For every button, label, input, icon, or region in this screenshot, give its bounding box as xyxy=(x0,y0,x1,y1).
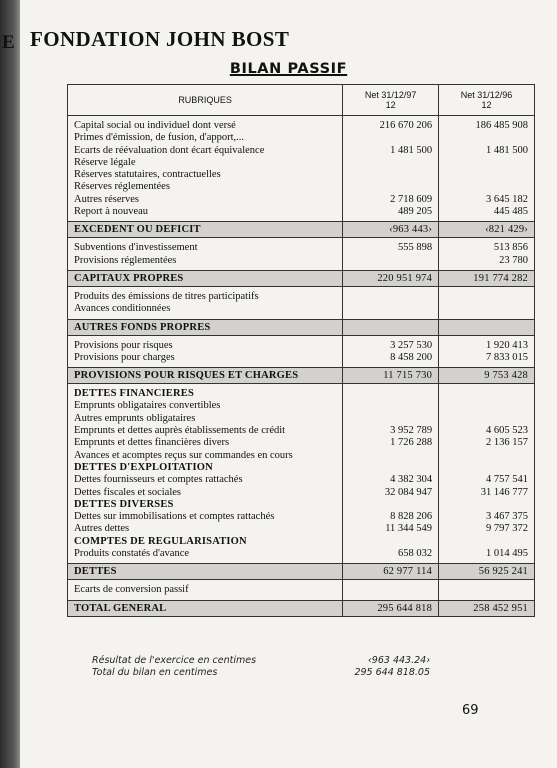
document-page xyxy=(20,0,557,768)
line-item-value-1997 xyxy=(349,132,432,144)
line-item-value-1996 xyxy=(445,132,528,144)
line-labels-column xyxy=(68,384,343,564)
line-item-value-1996: 1 014 495 xyxy=(486,548,528,560)
line-item-label: Emprunts et dettes financières divers xyxy=(74,437,230,449)
section-total-row xyxy=(68,564,535,580)
line-item-label: COMPTES DE REGULARISATION xyxy=(74,535,247,547)
line-values-1997-column xyxy=(343,384,439,564)
section-total-value-1997 xyxy=(343,319,439,335)
line-group-row xyxy=(68,384,535,564)
table-header-row xyxy=(68,85,535,116)
line-values-1997-column xyxy=(343,286,439,319)
left-margin-text: E xyxy=(2,32,15,53)
section-total-label: PROVISIONS POUR RISQUES ET CHARGES xyxy=(68,368,343,384)
line-item-label: Dettes fournisseurs et comptes rattachés xyxy=(74,474,243,486)
line-values-1997-column xyxy=(343,238,439,271)
line-item-value-1996 xyxy=(445,499,528,511)
balance-sheet-table xyxy=(67,84,535,617)
line-item-value-1997: 3 257 530 xyxy=(390,339,433,351)
line-item-value-1996 xyxy=(445,536,528,548)
line-item-label: Autres dettes xyxy=(74,523,130,535)
line-item-value-1996 xyxy=(445,400,528,412)
header-rubriques: RUBRIQUES xyxy=(68,85,343,116)
line-item-label: Provisions pour charges xyxy=(74,351,175,363)
line-item-value-1996: 513 856 xyxy=(493,242,528,254)
footnote-total-label: Total du bilan en centimes xyxy=(92,667,218,678)
line-group-row xyxy=(68,238,535,271)
line-item-value-1996: 3 467 375 xyxy=(486,511,528,523)
line-item-value-1996: 23 780 xyxy=(499,254,528,266)
section-total-value-1996: 9 753 428 xyxy=(439,368,535,384)
section-total-value-1996: ‹821 429› xyxy=(439,222,535,238)
section-total-value-1997: ‹963 443› xyxy=(343,222,439,238)
line-item-label: Dettes fiscales et sociales xyxy=(74,486,181,498)
line-labels-column xyxy=(68,335,343,368)
line-item-value-1997 xyxy=(349,388,432,400)
line-item-label: Réserve légale xyxy=(74,156,136,168)
line-item-value-1997 xyxy=(349,303,432,315)
line-item-value-1996: 3 645 182 xyxy=(486,193,528,205)
line-values-1996-column xyxy=(439,580,535,600)
line-item-label: Capital social ou individuel dont versé xyxy=(74,120,236,131)
line-item-value-1997: 32 084 947 xyxy=(384,486,433,498)
line-values-1997-column xyxy=(343,580,439,600)
line-item-value-1996 xyxy=(445,388,528,400)
line-item-label: Dettes sur immobilisations et comptes rattachés xyxy=(74,511,275,523)
section-total-value-1996: 191 774 282 xyxy=(439,270,535,286)
section-total-row xyxy=(68,600,535,616)
section-total-row xyxy=(68,222,535,238)
line-labels-column xyxy=(68,580,343,600)
line-item-value-1997 xyxy=(349,400,432,412)
line-item-value-1996 xyxy=(445,181,528,193)
line-item-label: Autres réserves xyxy=(74,193,140,205)
section-total-row xyxy=(68,368,535,384)
line-item-value-1996 xyxy=(445,291,528,303)
section-total-value-1997: 62 977 114 xyxy=(343,564,439,580)
line-group-row xyxy=(68,116,535,222)
line-item-value-1996 xyxy=(445,169,528,181)
line-item-value-1996: 9 797 372 xyxy=(486,523,528,535)
line-item-value-1996: 1 481 500 xyxy=(486,144,528,156)
section-total-label: EXCEDENT OU DEFICIT xyxy=(68,222,343,238)
line-item-label: Avances et acomptes reçus sur commandes en cours xyxy=(74,449,293,461)
line-item-value-1997: 1 726 288 xyxy=(390,437,433,449)
line-item-label: Primes d'émission, de fusion, d'apport,... xyxy=(74,132,245,144)
line-item-value-1997: 2 718 609 xyxy=(390,193,433,205)
line-group-row xyxy=(68,286,535,319)
line-labels-column xyxy=(68,286,343,319)
line-item-value-1997 xyxy=(349,169,432,181)
line-item-label: DETTES D'EXPLOITATION xyxy=(74,461,213,473)
line-item-label: Produits constatés d'avance xyxy=(74,548,190,560)
line-item-label: Réserves réglementées xyxy=(74,181,170,193)
page-subtitle xyxy=(20,61,557,77)
footnote-result-label: Résultat de l'exercice en centimes xyxy=(92,655,257,666)
line-item-value-1997 xyxy=(349,462,432,474)
section-total-label: AUTRES FONDS PROPRES xyxy=(68,319,343,335)
section-total-value-1997: 11 715 730 xyxy=(343,368,439,384)
line-group-row xyxy=(68,580,535,600)
header-net-1997 xyxy=(343,85,439,116)
line-item-value-1996 xyxy=(445,584,528,596)
line-item-value-1997: 11 344 549 xyxy=(385,523,433,535)
line-item-value-1996 xyxy=(445,303,528,315)
line-item-value-1997: 555 898 xyxy=(397,242,433,254)
line-item-value-1996: 7 833 015 xyxy=(486,351,528,363)
line-values-1996-column xyxy=(439,238,535,271)
line-item-value-1997: 4 382 304 xyxy=(390,474,433,486)
line-item-value-1997: 3 952 789 xyxy=(390,425,433,437)
line-values-1997-column xyxy=(343,116,439,222)
line-item-label: Subventions d'investissement xyxy=(74,242,198,254)
line-item-value-1997: 216 670 206 xyxy=(379,120,433,131)
line-group-row xyxy=(68,335,535,368)
line-item-value-1996: 4 605 523 xyxy=(486,425,528,437)
header-net-1996-text: Net 31/12/96 12 xyxy=(460,90,513,110)
book-spine xyxy=(0,0,20,768)
line-item-value-1997 xyxy=(349,255,432,267)
line-values-1996-column xyxy=(439,384,535,564)
header-net-1996 xyxy=(439,85,535,116)
line-item-value-1996 xyxy=(445,450,528,462)
line-item-value-1997: 1 481 500 xyxy=(390,144,433,156)
section-total-value-1996: 258 452 951 xyxy=(439,600,535,616)
line-item-value-1997 xyxy=(349,413,432,425)
line-item-value-1996: 31 146 777 xyxy=(480,486,528,498)
line-item-value-1996: 1 920 413 xyxy=(486,339,528,351)
line-item-label: DETTES FINANCIERES xyxy=(74,388,195,400)
line-item-value-1997 xyxy=(349,181,432,193)
line-values-1996-column xyxy=(439,335,535,368)
line-labels-column xyxy=(68,116,343,222)
line-item-label: Report à nouveau xyxy=(74,206,149,218)
page-number: 69 xyxy=(462,703,479,718)
footnote-total-value: 295 644 818.05 xyxy=(354,667,430,678)
section-total-label: CAPITAUX PROPRES xyxy=(68,270,343,286)
line-item-value-1996 xyxy=(445,413,528,425)
line-item-value-1997 xyxy=(349,157,432,169)
line-labels-column xyxy=(68,238,343,271)
line-item-label: Avances conditionnées xyxy=(74,303,171,315)
section-total-label: DETTES xyxy=(68,564,343,580)
line-item-label: Produits des émissions de titres participatifs xyxy=(74,290,259,302)
line-item-label: Autres emprunts obligataires xyxy=(74,412,196,424)
line-item-value-1997 xyxy=(349,291,432,303)
subtitle-text: BILAN PASSIF xyxy=(229,61,348,77)
line-item-value-1997: 658 032 xyxy=(397,548,433,560)
line-item-value-1996 xyxy=(445,462,528,474)
header-net-1997-text: Net 31/12/97 12 xyxy=(364,90,417,110)
line-item-label: Emprunts et dettes auprès établissements de crédit xyxy=(74,425,286,437)
line-item-label: Réserves statutaires, contractuelles xyxy=(74,169,221,181)
section-total-value-1996 xyxy=(439,319,535,335)
line-item-value-1996: 2 136 157 xyxy=(486,437,528,449)
line-item-value-1997 xyxy=(349,584,432,596)
line-item-value-1997: 8 458 200 xyxy=(390,351,433,363)
page-title: FONDATION JOHN BOST xyxy=(30,27,290,51)
line-item-label: Provisions pour risques xyxy=(74,339,173,351)
section-total-value-1997: 220 951 974 xyxy=(343,270,439,286)
section-total-value-1996: 56 925 241 xyxy=(439,564,535,580)
line-values-1996-column xyxy=(439,286,535,319)
line-item-label: Provisions réglementées xyxy=(74,254,177,266)
line-item-value-1997: 8 828 206 xyxy=(390,511,433,523)
section-total-label: TOTAL GENERAL xyxy=(68,600,343,616)
section-total-value-1997: 295 644 818 xyxy=(343,600,439,616)
line-item-value-1996: 445 485 xyxy=(493,206,528,218)
line-item-value-1997 xyxy=(349,450,432,462)
line-item-label: Ecarts de réévaluation dont écart équivalence xyxy=(74,144,265,156)
footnote-result-value: ‹963 443.24› xyxy=(368,655,430,666)
line-item-label: Emprunts obligataires convertibles xyxy=(74,400,221,412)
line-item-label: Ecarts de conversion passif xyxy=(74,584,189,596)
line-item-value-1997 xyxy=(349,536,432,548)
line-item-value-1997: 489 205 xyxy=(397,206,433,218)
line-values-1996-column xyxy=(439,116,535,222)
line-item-label: DETTES DIVERSES xyxy=(74,498,174,510)
line-item-value-1996: 4 757 541 xyxy=(486,474,528,486)
line-item-value-1996: 186 485 908 xyxy=(475,120,528,131)
line-item-value-1997 xyxy=(349,499,432,511)
line-values-1997-column xyxy=(343,335,439,368)
section-total-row xyxy=(68,270,535,286)
section-total-row xyxy=(68,319,535,335)
line-item-value-1996 xyxy=(445,157,528,169)
